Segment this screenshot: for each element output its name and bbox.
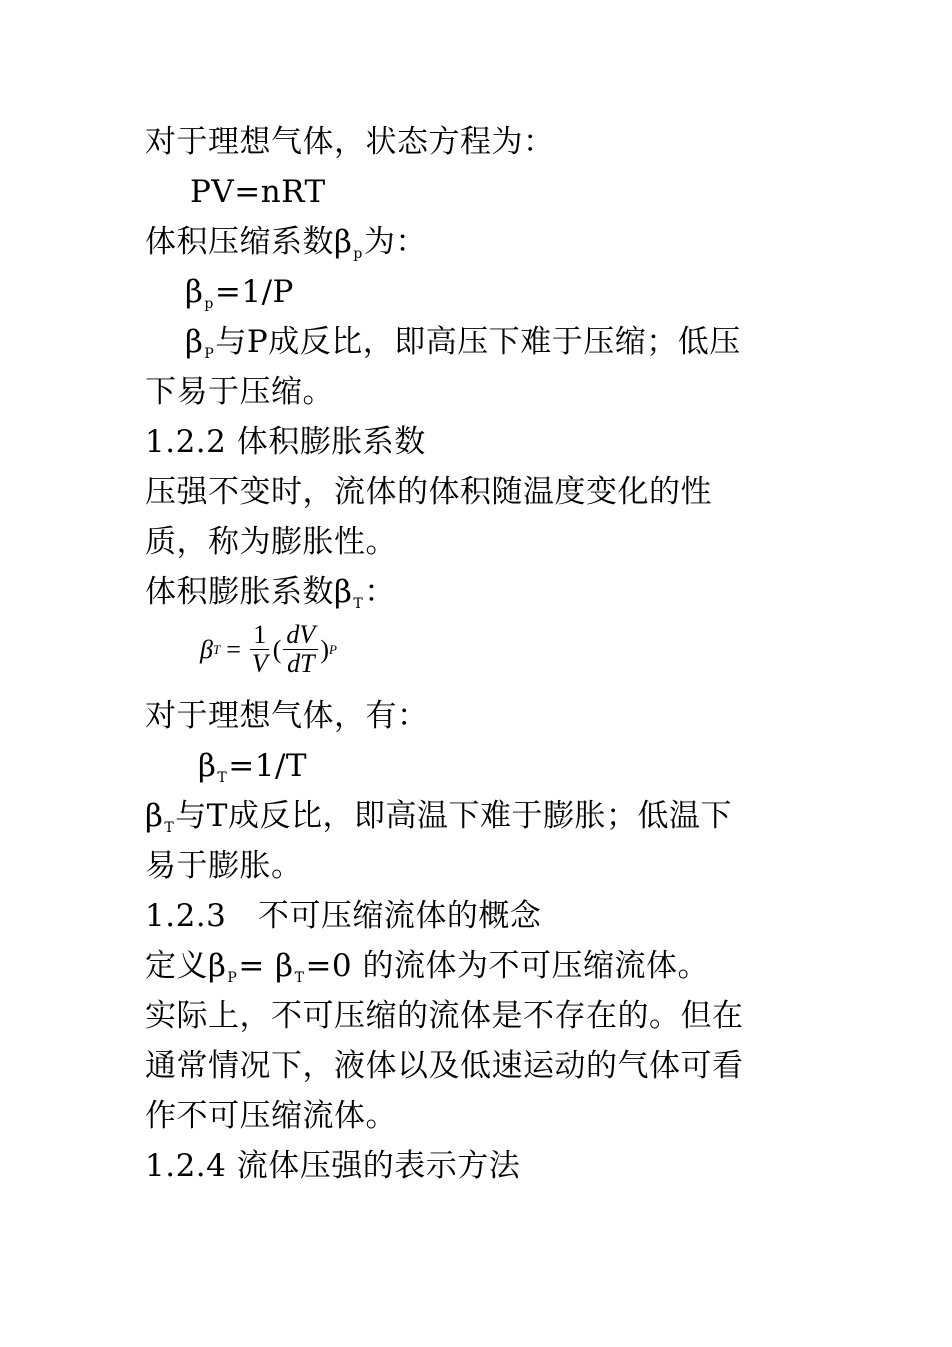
- text-main: 体积膨胀系数β: [145, 574, 353, 610]
- text-a: 定义β: [145, 948, 227, 984]
- text-c: =0 的流体为不可压缩流体。: [305, 948, 710, 984]
- formula-beta-subscript: T: [212, 641, 221, 657]
- text-end: 与P成反比，即高压下难于压缩；低压: [215, 324, 741, 360]
- section-heading-1-2-3: 1.2.3 不可压缩流体的概念: [145, 898, 542, 934]
- paragraph-incompressible-definition: [145, 946, 709, 998]
- fraction-one-over-v: [249, 622, 271, 677]
- equation-beta-p: [185, 272, 294, 324]
- equation-text: PV=nRT: [190, 174, 326, 210]
- paragraph-ideal-gas-equation-intro: 对于理想气体，状态方程为：: [145, 124, 555, 160]
- equation-rhs: =1/P: [214, 274, 294, 310]
- text-end: ：: [364, 574, 396, 610]
- right-paren: ): [320, 634, 329, 664]
- beta-symbol: β: [198, 748, 217, 784]
- beta-symbol: β: [185, 274, 204, 310]
- equation-pv-nrt: [190, 172, 326, 212]
- paragraph-expansion-coefficient: [145, 572, 396, 624]
- text-main: 体积压缩系数β: [145, 224, 353, 260]
- text-end: 与T成反比，即高温下难于膨胀；低温下: [175, 798, 732, 834]
- fraction-numerator: dV: [283, 622, 318, 650]
- subscript: T: [164, 820, 175, 836]
- fraction-denominator: V: [251, 649, 268, 678]
- paragraph-beta-p-inverse: [185, 322, 741, 374]
- subscript: P: [227, 970, 238, 986]
- outer-subscript: P: [328, 641, 337, 657]
- beta-symbol: β: [145, 798, 164, 834]
- paragraph-incompressible-reality-cont: 通常情况下，液体以及低速运动的气体可看: [145, 1048, 744, 1084]
- paragraph-ideal-gas-has: 对于理想气体，有：: [145, 698, 429, 734]
- paragraph-expansion-definition: 压强不变时，流体的体积随温度变化的性: [145, 474, 712, 510]
- fraction-denominator: dT: [287, 649, 315, 678]
- paragraph-beta-t-inverse: [145, 796, 732, 848]
- section-heading-1-2-4: 1.2.4 流体压强的表示方法: [145, 1148, 521, 1184]
- formula-beta-t: [200, 622, 337, 677]
- equation-rhs: =1/T: [228, 748, 308, 784]
- subscript: p: [353, 246, 363, 262]
- subscript: T: [353, 596, 364, 612]
- fraction-dv-dt: [283, 622, 318, 677]
- paragraph-incompressible-reality: 实际上，不可压缩的流体是不存在的。但在: [145, 998, 744, 1034]
- subscript: T: [217, 770, 228, 786]
- paragraph-expansion-definition-cont: 质，称为膨胀性。: [145, 524, 397, 560]
- paragraph-incompressible-reality-end: 作不可压缩流体。: [145, 1098, 397, 1134]
- paragraph-compression-coefficient: [145, 222, 427, 274]
- fraction-numerator: 1: [250, 622, 269, 650]
- subscript: T: [294, 970, 305, 986]
- text-b: = β: [238, 948, 294, 984]
- paragraph-continuation: 下易于压缩。: [145, 374, 334, 410]
- subscript: P: [204, 346, 215, 362]
- formula-equals: =: [226, 634, 241, 664]
- text-end: 为：: [363, 224, 427, 260]
- formula-beta: β: [200, 634, 213, 664]
- paragraph-continuation: 易于膨胀。: [145, 848, 303, 884]
- left-paren: (: [272, 634, 282, 664]
- equation-beta-t: [198, 746, 307, 798]
- subscript: p: [204, 296, 214, 312]
- section-heading-1-2-2: 1.2.2 体积膨胀系数: [145, 424, 426, 460]
- beta-symbol: β: [185, 324, 204, 360]
